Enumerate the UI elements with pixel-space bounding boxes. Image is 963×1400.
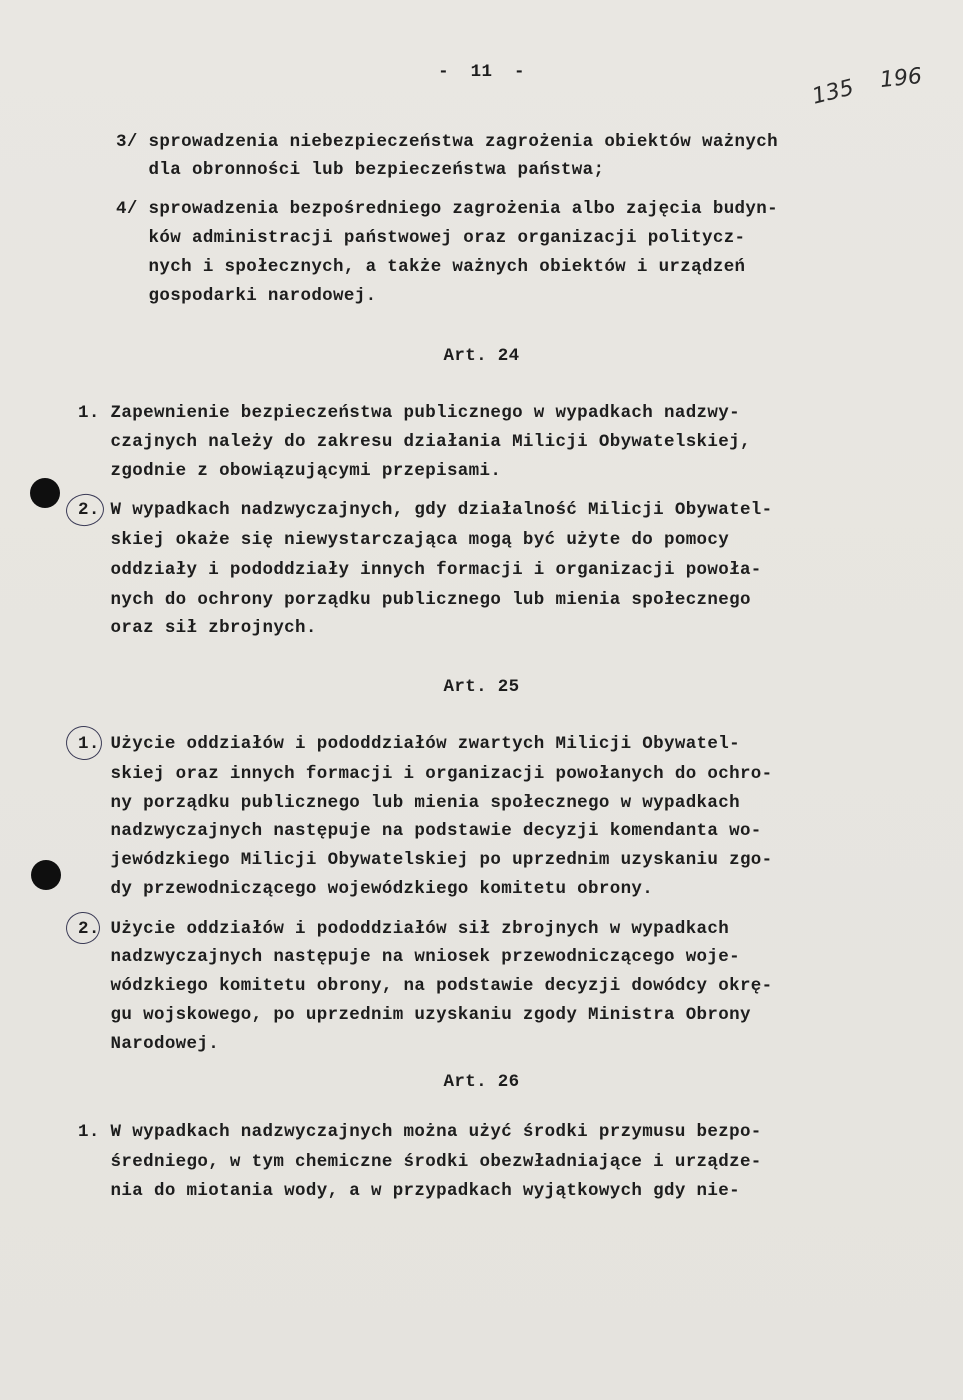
handwritten-number-2: 196 [878,63,924,94]
text-line: nia do miotania wody, a w przypadkach wyjątkowych gdy nie- [78,1181,740,1201]
text-line: nadzwyczajnych następuje na wniosek przewodniczącego woje- [78,947,740,967]
text-line: ków administracji państwowej oraz organizacji politycz- [116,228,746,248]
text-line: skiej oraz innych formacji i organizacji powołanych do ochro- [78,764,773,784]
text-line: skiej okaże się niewystarczająca mogą być użyte do pomocy [78,530,730,550]
text-line: czajnych należy do zakresu działania Milicji Obywatelskiej, [78,432,751,452]
hand-circle-mark [65,911,101,945]
text-line: 3/ sprowadzenia niebezpieczeństwa zagrożenia obiektów ważnych [116,132,778,152]
text-line: 1. W wypadkach nadzwyczajnych można użyć środki przymusu bezpo- [78,1122,762,1142]
text-line: jewódzkiego Milicji Obywatelskiej po uprzednim uzyskaniu zgo- [78,850,773,870]
text-line: średniego, w tym chemiczne środki obezwładniające i urządze- [78,1152,762,1172]
text-line: nych do ochrony porządku publicznego lub mienia społecznego [78,590,751,610]
handwritten-number-1: 135 [809,75,857,110]
text-line: 4/ sprowadzenia bezpośredniego zagrożenia albo zajęcia budyn- [116,199,778,219]
text-line: gu wojskowego, po uprzednim uzyskaniu zgody Ministra Obrony [78,1005,751,1025]
text-line: nych i społecznych, a także ważnych obiektów i urządzeń [116,257,746,277]
text-line: wódzkiego komitetu obrony, na podstawie decyzji dowódcy okrę- [78,976,773,996]
text-line: 1. Użycie oddziałów i pododdziałów zwartych Milicji Obywatel- [78,734,740,754]
text-line: 2. W wypadkach nadzwyczajnych, gdy działalność Milicji Obywatel- [78,500,773,520]
hand-circle-mark [64,492,106,529]
text-line: dla obronności lub bezpieczeństwa państwa; [116,160,605,180]
text-line: oddziały i pododdziały innych formacji i organizacji powoła- [78,560,762,580]
text-line: nadzwyczajnych następuje na podstawie decyzji komendanta wo- [78,821,762,841]
text-line: gospodarki narodowej. [116,286,377,306]
article-heading: Art. 24 [443,346,520,366]
margin-dot-mark [31,860,61,890]
margin-dot-mark [30,478,60,508]
text-line: 2. Użycie oddziałów i pododdziałów sił zbrojnych w wypadkach [78,919,730,939]
article-heading: Art. 26 [443,1072,520,1092]
text-line: zgodnie z obowiązującymi przepisami. [78,461,502,481]
text-line: dy przewodniczącego wojewódzkiego komitetu obrony. [78,879,654,899]
article-heading: Art. 25 [443,677,520,697]
hand-circle-mark [64,724,103,762]
text-line: oraz sił zbrojnych. [78,618,317,638]
page-number: - 11 - [438,62,525,82]
text-line: ny porządku publicznego lub mienia społecznego w wypadkach [78,793,740,813]
text-line: Narodowej. [78,1034,220,1054]
text-line: 1. Zapewnienie bezpieczeństwa publicznego w wypadkach nadzwy- [78,403,740,423]
